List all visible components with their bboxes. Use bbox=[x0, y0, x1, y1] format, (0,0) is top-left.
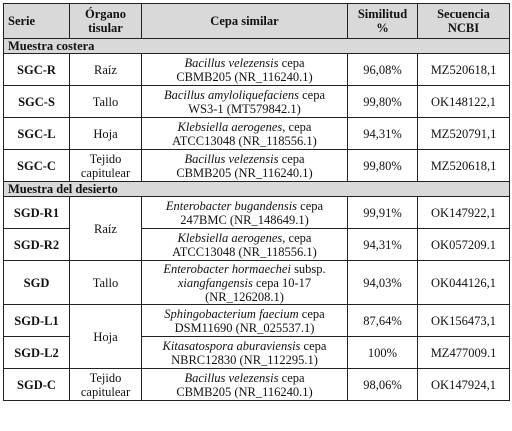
strain-id: 247BMC (NR_148649.1) bbox=[180, 212, 309, 227]
strain-id: WS3-1 (MT579842.1) bbox=[188, 101, 301, 116]
group-label: Muestra costera bbox=[4, 39, 510, 54]
cell-organo: Raíz bbox=[70, 197, 142, 261]
cell-cepa bbox=[142, 305, 348, 337]
cell-similitud: 94,31% bbox=[348, 118, 418, 150]
strain-id: CBMB205 (NR_116240.1) bbox=[176, 165, 313, 180]
header-serie: Serie bbox=[4, 4, 70, 39]
strain-text: cepa bbox=[278, 151, 305, 166]
header-row bbox=[4, 4, 510, 39]
table-row bbox=[4, 150, 510, 182]
cell-organo: Tallo bbox=[70, 86, 142, 118]
header-cepa: Cepa similar bbox=[142, 4, 348, 39]
cell-serie: SGD bbox=[4, 261, 70, 305]
results-table-container bbox=[3, 3, 510, 401]
strain-id: DSM11690 (NR_025537.1) bbox=[174, 320, 315, 335]
strain-text: cepa bbox=[278, 370, 305, 385]
species-name: Sphingobacterium faecium bbox=[164, 306, 299, 321]
strain-id: NBRC12830 (NR_112295.1) bbox=[171, 352, 318, 367]
strain-text: cepa bbox=[299, 87, 326, 102]
cell-ncbi: MZ520618,1 bbox=[418, 150, 510, 182]
cell-serie: SGD-R2 bbox=[4, 229, 70, 261]
cell-similitud: 87,64% bbox=[348, 305, 418, 337]
cell-cepa bbox=[142, 86, 348, 118]
cell-cepa bbox=[142, 369, 348, 401]
strain-text: cepa bbox=[300, 338, 327, 353]
strain-id: ATCC13048 (NR_118556.1) bbox=[172, 244, 317, 259]
cell-serie: SGD-C bbox=[4, 369, 70, 401]
cell-ncbi: OK147922,1 bbox=[418, 197, 510, 229]
cell-cepa bbox=[142, 54, 348, 86]
cell-cepa bbox=[142, 150, 348, 182]
cell-similitud: 98,06% bbox=[348, 369, 418, 401]
strain-text: , cepa bbox=[282, 230, 312, 245]
cell-ncbi: OK148122,1 bbox=[418, 86, 510, 118]
species-name: Klebsiella aerogenes bbox=[177, 230, 283, 245]
group-row-desierto bbox=[4, 182, 510, 197]
species-name: Kitasatospora aburaviensis bbox=[162, 338, 301, 353]
subspecies-name: xiangfangensis bbox=[177, 275, 253, 290]
cell-serie: SGC-C bbox=[4, 150, 70, 182]
cell-similitud: 96,08% bbox=[348, 54, 418, 86]
cell-similitud: 94,03% bbox=[348, 261, 418, 305]
cell-ncbi: MZ520791,1 bbox=[418, 118, 510, 150]
cell-serie: SGD-R1 bbox=[4, 197, 70, 229]
cell-cepa bbox=[142, 229, 348, 261]
table-row bbox=[4, 197, 510, 229]
group-row-costera bbox=[4, 39, 510, 54]
table-row bbox=[4, 86, 510, 118]
cell-serie: SGC-S bbox=[4, 86, 70, 118]
cell-serie: SGC-R bbox=[4, 54, 70, 86]
strain-text: cepa 10-17 bbox=[252, 275, 312, 290]
cell-cepa bbox=[142, 118, 348, 150]
strain-text: cepa bbox=[297, 198, 324, 213]
species-name: Bacillus velezensis bbox=[184, 370, 279, 385]
table-row bbox=[4, 261, 510, 305]
cell-organo: Tejido capitulear bbox=[70, 369, 142, 401]
cell-cepa bbox=[142, 337, 348, 369]
cell-cepa bbox=[142, 261, 348, 305]
species-name: Bacillus velezensis bbox=[184, 55, 279, 70]
cell-similitud: 94,31% bbox=[348, 229, 418, 261]
cell-ncbi: MZ520618,1 bbox=[418, 54, 510, 86]
subsp-text: subsp. bbox=[290, 261, 326, 276]
cell-serie: SGC-L bbox=[4, 118, 70, 150]
strain-id: ATCC13048 (NR_118556.1) bbox=[172, 133, 317, 148]
cell-organo: Hoja bbox=[70, 118, 142, 150]
cell-cepa bbox=[142, 197, 348, 229]
strain-id: CBMB205 (NR_116240.1) bbox=[176, 69, 313, 84]
strain-text: , cepa bbox=[282, 119, 312, 134]
group-label: Muestra del desierto bbox=[4, 182, 510, 197]
header-organo: Órgano tisular bbox=[70, 4, 142, 39]
species-name: Klebsiella aerogenes bbox=[177, 119, 283, 134]
table-row bbox=[4, 118, 510, 150]
strain-text: cepa bbox=[278, 55, 305, 70]
strain-text: cepa bbox=[298, 306, 325, 321]
cell-ncbi: OK156473,1 bbox=[418, 305, 510, 337]
species-name: Bacillus velezensis bbox=[184, 151, 279, 166]
header-ncbi: Secuencia NCBI bbox=[418, 4, 510, 39]
cell-ncbi: OK044126,1 bbox=[418, 261, 510, 305]
header-similitud: Similitud % bbox=[348, 4, 418, 39]
cell-similitud: 99,80% bbox=[348, 86, 418, 118]
strain-id: CBMB205 (NR_116240.1) bbox=[176, 384, 313, 399]
strain-id: (NR_126208.1) bbox=[205, 289, 284, 304]
species-name: Bacillus amyloliquefaciens bbox=[163, 87, 299, 102]
cell-similitud: 99,80% bbox=[348, 150, 418, 182]
cell-similitud: 100% bbox=[348, 337, 418, 369]
cell-serie: SGD-L1 bbox=[4, 305, 70, 337]
table-row bbox=[4, 305, 510, 337]
cell-serie: SGD-L2 bbox=[4, 337, 70, 369]
cell-organo: Tallo bbox=[70, 261, 142, 305]
cell-ncbi: OK057209.1 bbox=[418, 229, 510, 261]
cell-ncbi: OK147924,1 bbox=[418, 369, 510, 401]
bacteria-identification-table bbox=[3, 3, 510, 401]
species-name: Enterobacter bugandensis bbox=[165, 198, 298, 213]
cell-organo: Tejido capitulear bbox=[70, 150, 142, 182]
table-row bbox=[4, 54, 510, 86]
cell-organo: Raíz bbox=[70, 54, 142, 86]
species-name: Enterobacter hormaechei bbox=[163, 261, 291, 276]
cell-organo: Hoja bbox=[70, 305, 142, 369]
cell-similitud: 99,91% bbox=[348, 197, 418, 229]
cell-ncbi: MZ477009.1 bbox=[418, 337, 510, 369]
table-row bbox=[4, 369, 510, 401]
